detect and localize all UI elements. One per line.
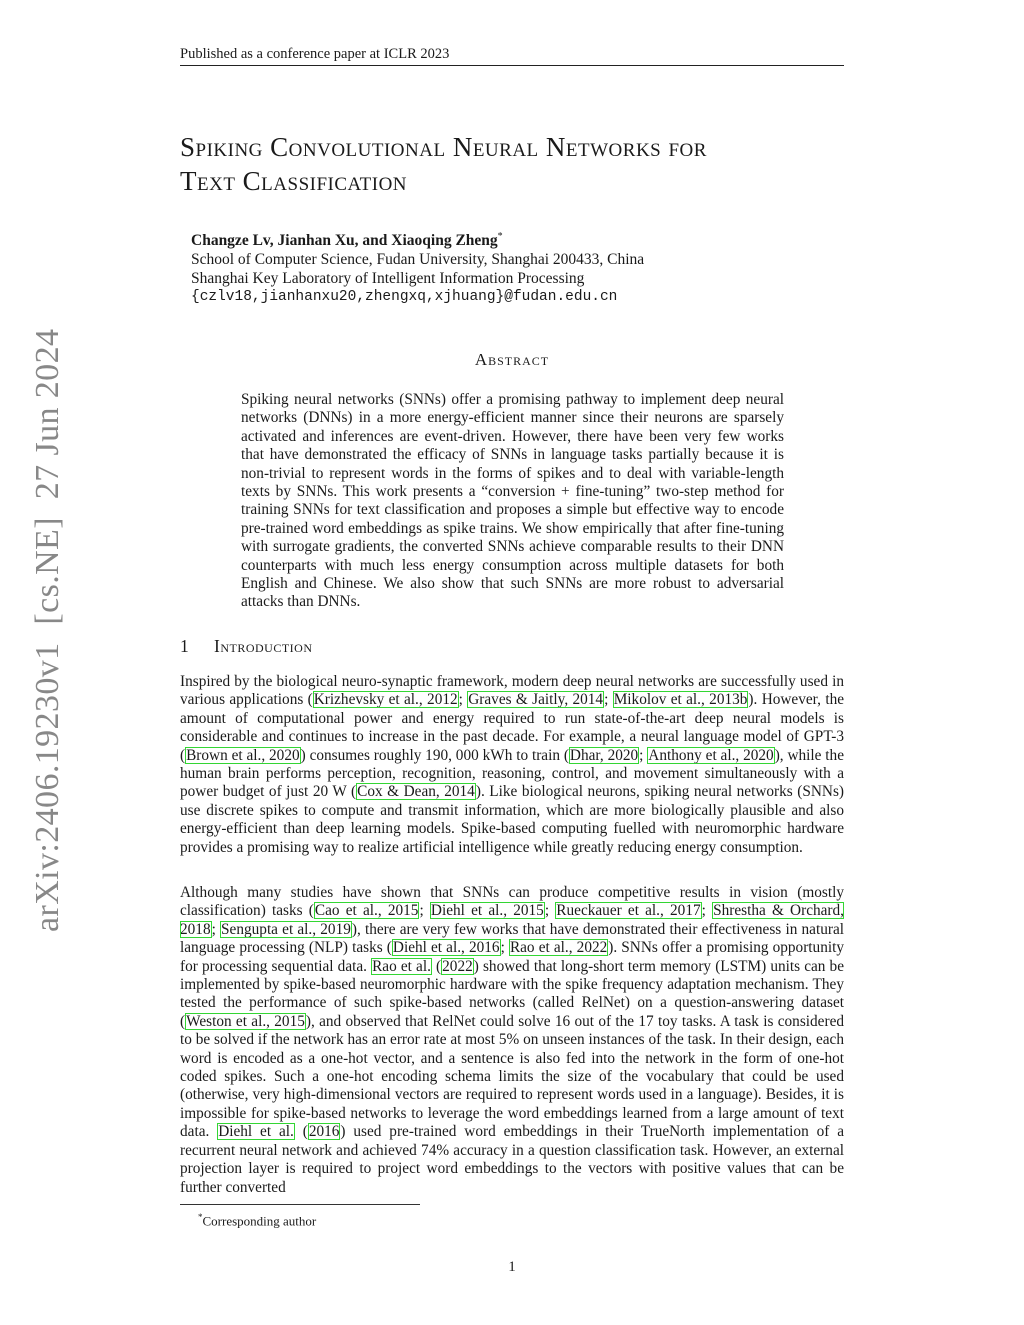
- citation-link[interactable]: Anthony et al., 2020: [648, 746, 774, 764]
- citation-link[interactable]: 2022: [442, 957, 473, 975]
- citation-link[interactable]: Diehl et al., 2016: [392, 939, 500, 957]
- page-number: 1: [508, 1259, 516, 1275]
- author-names: Changze Lv, Jianhan Xu, and Xiaoqing Zheng: [191, 232, 498, 250]
- citation-link[interactable]: Rueckauer et al., 2017: [556, 902, 701, 920]
- title-line-2: Text Classification: [180, 166, 408, 196]
- citation-link[interactable]: Brown et al., 2020: [186, 746, 300, 764]
- footnote-mark: *: [198, 1212, 203, 1222]
- citation-link[interactable]: Krizhevsky et al., 2012: [313, 691, 458, 709]
- title-line-1: Spiking Convolutional Neural Networks for: [180, 132, 707, 162]
- abstract-heading: Abstract: [474, 350, 550, 369]
- author-footnote-mark: *: [497, 231, 503, 242]
- citation-link[interactable]: Diehl et al.: [218, 1123, 294, 1141]
- citation-link[interactable]: Diehl et al., 2015: [430, 902, 544, 920]
- footnote-text: Corresponding author: [202, 1213, 317, 1229]
- citation-link[interactable]: 2016: [308, 1123, 340, 1141]
- citation-link[interactable]: Sengupta et al., 2019: [221, 920, 351, 938]
- citation-link[interactable]: Cao et al., 2015: [314, 902, 419, 920]
- citation-link[interactable]: Graves & Jaitly, 2014: [468, 691, 604, 709]
- intro-paragraph-2: Although many studies have shown that SNNs can produce competitive results in vision (mostly classification) tasks (Cao et al., 2015; Diehl et al., 2015; Rueckauer et al., 2017; Shrestha & Orchard, 2018; Sengupta et al., 2019), there are very few works that have demonstrated their effectiveness in natural language processing (NLP) tasks (Diehl et al., 2016; Rao et al., 2022). SNNs offer a promising opportunity for processing sequential data. Rao et al. (2022) showed that long-short term memory (LSTM) units can be implemented by spike-based neuromorphic hardware with the spike frequency adaptation mechanism. They tested the performance of such spike-based networks (called RelNet) on a question-answering dataset (Weston et al., 2015), and observed that RelNet could solve 16 out of the 17 toy tasks. A task is considered to be solved if the network has an error rate at most 5% on unseen instances of the task. In their design, each word is encoded as a one-hot vector, and a sentence is also fed into the network in the form of one-hot coded spikes. Such a one-hot encoding schema limits the size of the vocabulary that could be used (otherwise, very high-dimensional vectors are required to represent words used in a language). Besides, it is impossible for spike-based networks to leverage the word embeddings learned from a large amount of text data. Diehl et al. (2016) used pre-trained word embeddings in their TrueNorth implementation of a recurrent neural network and achieved 74% accuracy in a question classification task. However, an external projection layer is required to project word embeddings to the vectors with positive values that can be further converted: [180, 884, 845, 1196]
- citation-link[interactable]: Rao et al.: [372, 957, 431, 975]
- section-number: 1: [180, 636, 190, 656]
- citation-link[interactable]: Rao et al., 2022: [509, 939, 608, 957]
- intro-paragraph-1: Inspired by the biological neuro-synaptic framework, modern deep neural networks are successfully used in various applications (Krizhevsky et al., 2012; Graves & Jaitly, 2014; Mikolov et al., 2013b). However, the amount of computational power and energy required to run state-of-the-art deep neural models is considerable and continues to increase in the past decade. For example, a neural language model of GPT-3 (Brown et al., 2020) consumes roughly 190, 000 kWh to train (Dhar, 2020; Anthony et al., 2020), while the human brain performs perception, recognition, reasoning, control, and movement simultaneously with a power budget of just 20 W (Cox & Dean, 2014). Like biological neurons, spiking neural networks (SNNs) use discrete spikes to compute and transmit information, which are more biologically plausible and also energy-efficient than deep learning models. Spike-based computing fuelled with neuromorphic hardware provides a promising way to realize artificial intelligence while greatly reducing energy consumption.: [180, 673, 845, 856]
- paper-title: [180, 130, 860, 198]
- section-title: Introduction: [214, 636, 313, 656]
- footnote: [198, 1209, 316, 1229]
- citation-link[interactable]: Cox & Dean, 2014: [357, 783, 475, 801]
- running-header: Published as a conference paper at ICLR 2023: [180, 45, 844, 66]
- author-emails: {czlv18,jianhanxu20,zhengxq,xjhuang}@fudan.edu.cn: [191, 289, 618, 306]
- section-heading-introduction: [180, 636, 313, 657]
- author-block: [191, 227, 831, 307]
- citation-link[interactable]: Weston et al., 2015: [186, 1012, 305, 1030]
- footnote-divider: [180, 1204, 420, 1205]
- arxiv-identifier: arXiv:2406.19230v1 [cs.NE] 27 Jun 2024: [29, 328, 66, 932]
- citation-link[interactable]: Dhar, 2020: [569, 746, 639, 764]
- citation-link[interactable]: Shrestha & Orchard, 2018: [180, 902, 844, 938]
- abstract-text: Spiking neural networks (SNNs) offer a promising pathway to implement deep neural networks (DNNs) in a more energy-efficient manner since their neurons are sparsely activated and inferences are event-driven. However, there have been very few works that have demonstrated the efficacy of SNNs in language tasks partially because it is non-trivial to represent words in the forms of spikes and to deal with variable-length texts by SNNs. This work presents a “conversion + fine-tuning” two-step method for training SNNs for text classification and proposes a simple but effective way to encode pre-trained word embeddings as spike trains. We show empirically that after fine-tuning with surrogate gradients, the converted SNNs achieve comparable results to their DNN counterparts with much less energy consumption across multiple datasets for both English and Chinese. We also show that such SNNs are more robust to adversarial attacks than DNNs.: [241, 391, 784, 611]
- citation-link[interactable]: Mikolov et al., 2013b: [613, 691, 748, 709]
- affiliation-2: Shanghai Key Laboratory of Intelligent Information Processing: [191, 270, 585, 288]
- affiliation-1: School of Computer Science, Fudan University, Shanghai 200433, China: [191, 251, 645, 269]
